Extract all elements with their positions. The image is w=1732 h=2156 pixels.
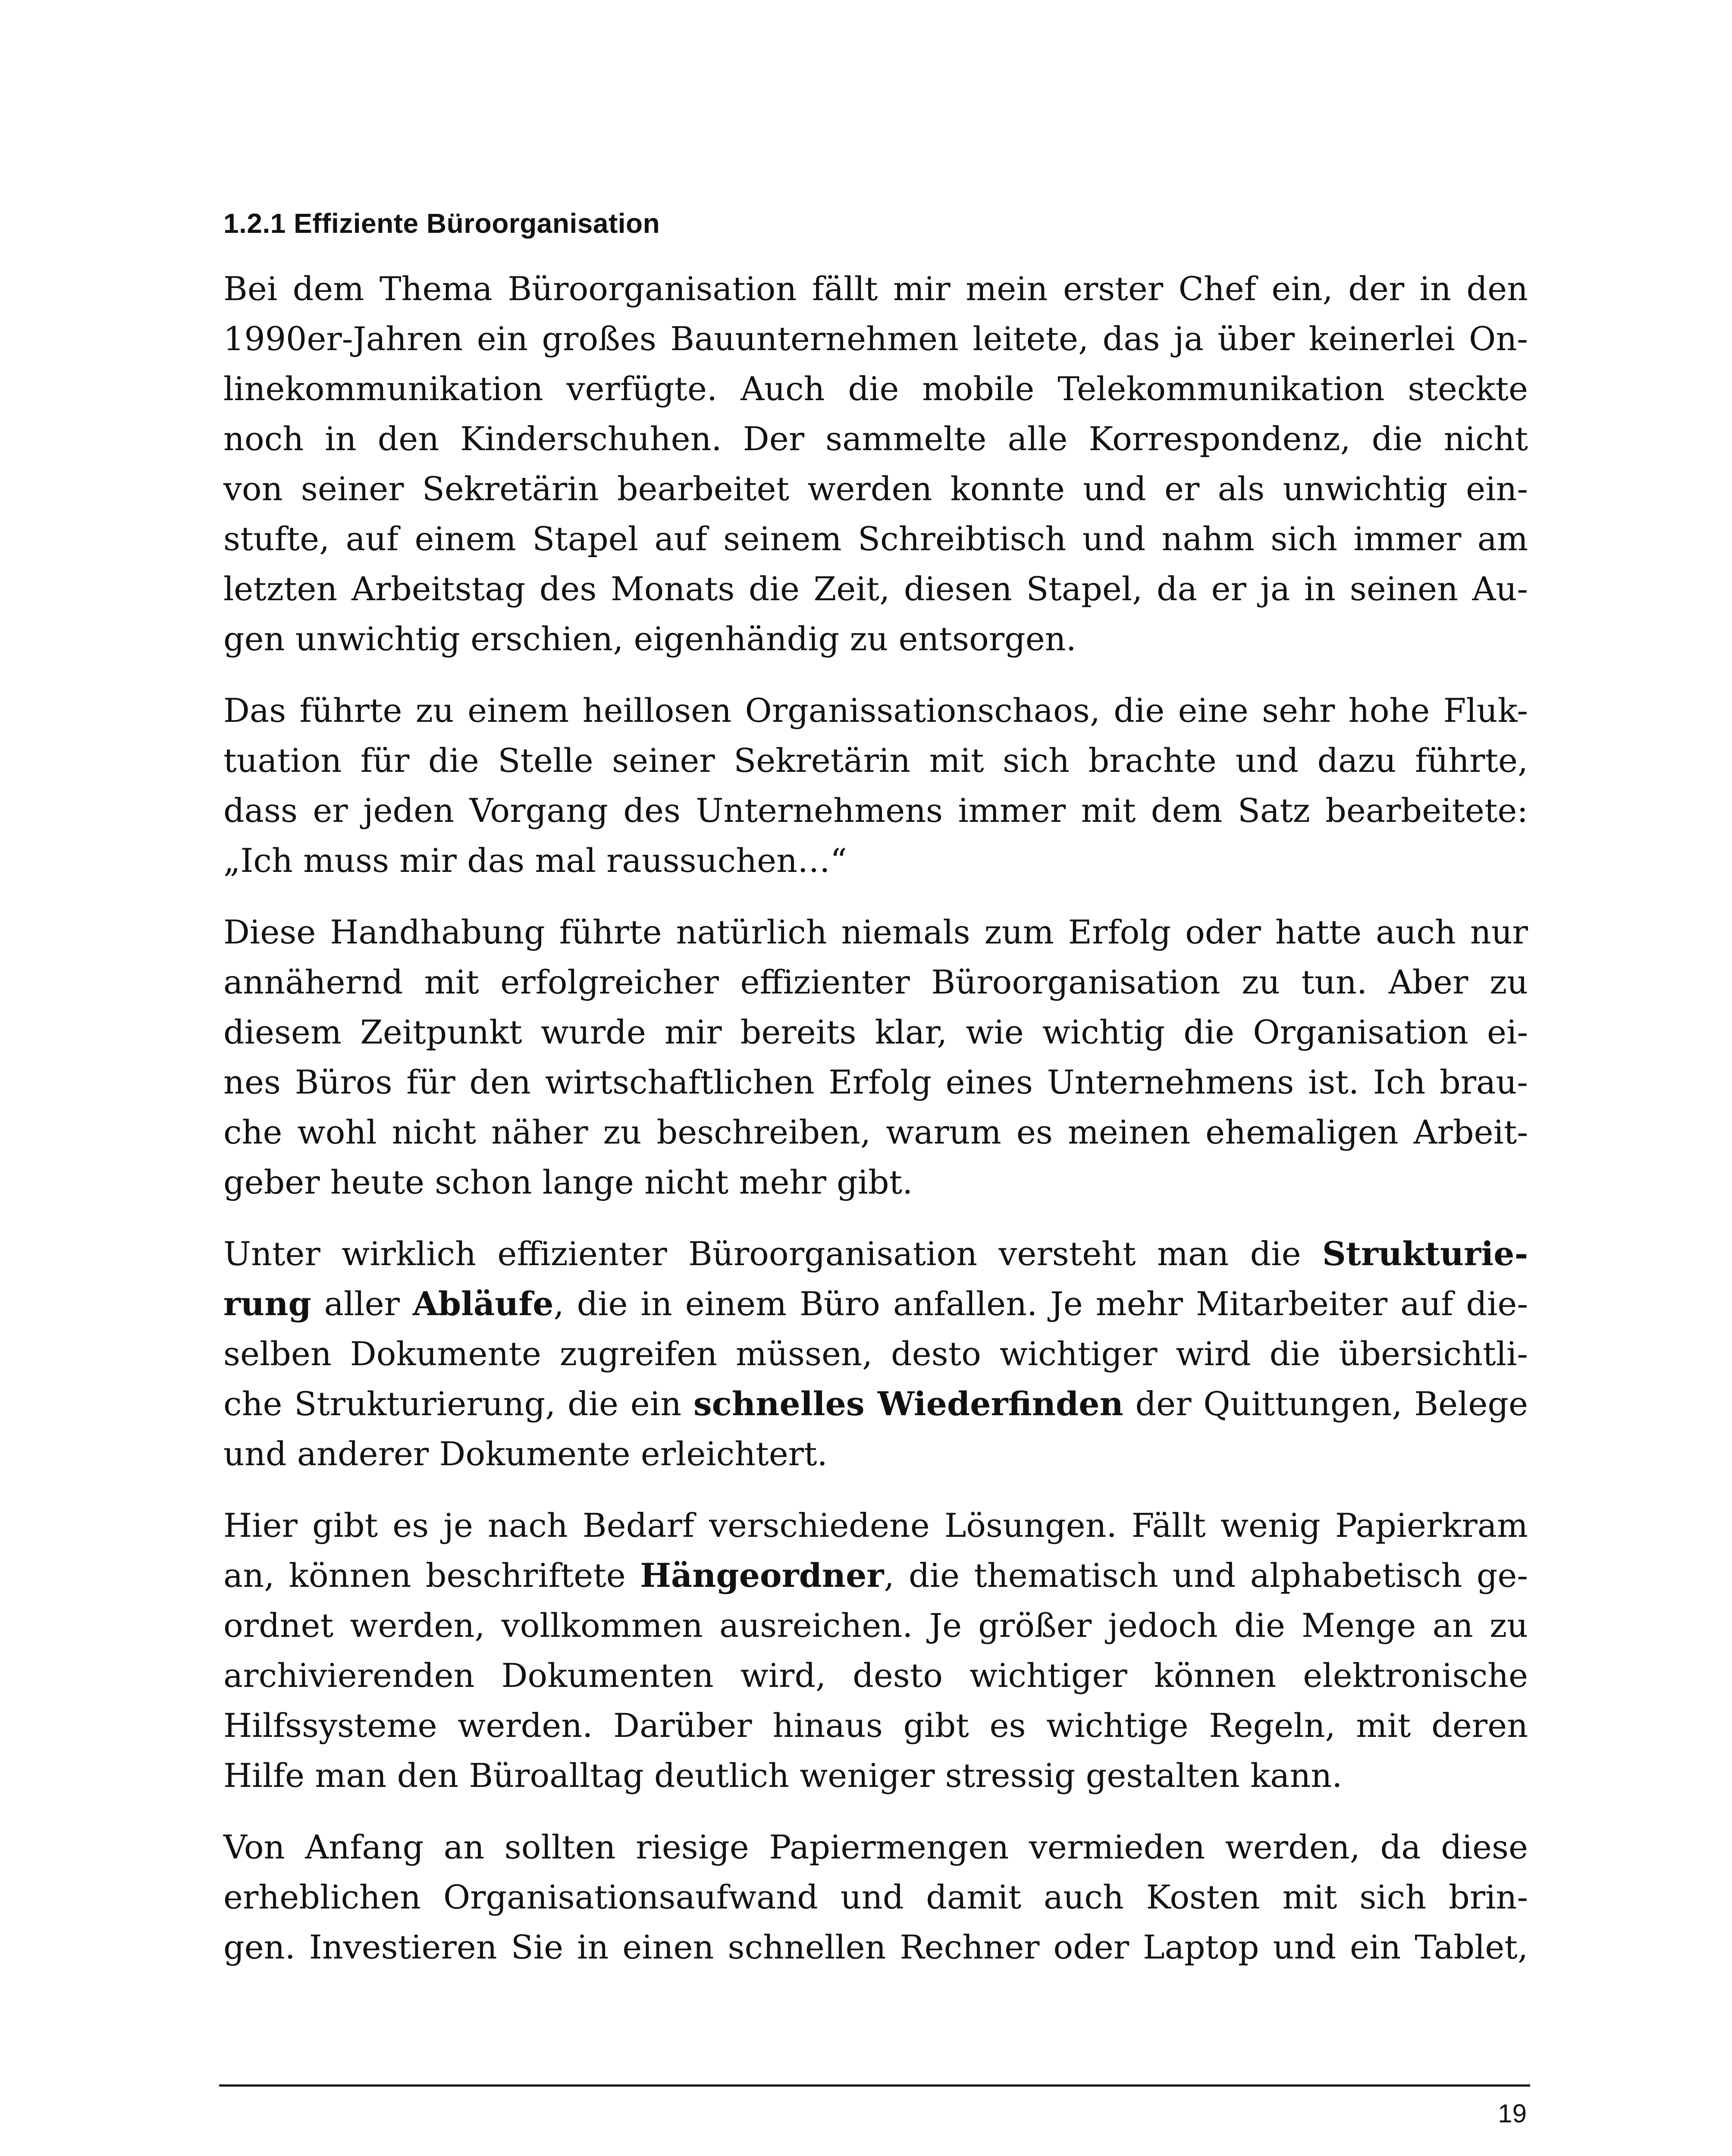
text-line: dass er jeden Vorgang des Unternehmens immer mit dem Satz bearbeitete:: [223, 791, 1528, 830]
bold-term: Abläufe: [412, 1285, 554, 1323]
text-line: [223, 1379, 1528, 1429]
text-line: Diese Handhabung führte natürlich niemals zum Erfolg oder hatte auch nur: [223, 913, 1528, 951]
section-heading: 1.2.1 Effiziente Büroorganisation: [223, 208, 660, 239]
text-run: aller: [311, 1285, 413, 1323]
text-run: der Quittungen, Belege: [1123, 1385, 1528, 1423]
text-line: ordnet werden, vollkommen ausreichen. Je größer jedoch die Menge an zu: [223, 1606, 1528, 1645]
text-line: gen. Investieren Sie in einen schnellen Rechner oder Laptop und ein Tablet,: [223, 1928, 1528, 1966]
text-line: Hilfssysteme werden. Darüber hinaus gibt es wichtige Regeln, mit deren: [223, 1706, 1528, 1745]
text-line: Von Anfang an sollten riesige Papiermengen vermieden werden, da diese: [223, 1828, 1528, 1866]
text-line: geber heute schon lange nicht mehr gibt.: [223, 1163, 913, 1201]
text-run: an, können beschriftete: [223, 1556, 640, 1595]
text-line: erheblichen Organisationsaufwand und damit auch Kosten mit sich brin-: [223, 1878, 1528, 1916]
text-line: noch in den Kinderschuhen. Der sammelte alle Korrespondenz, die nicht: [223, 420, 1528, 458]
footer-divider: [219, 2084, 1530, 2087]
page-number: 19: [1498, 2099, 1527, 2128]
paragraph-6: [223, 1822, 1528, 1972]
paragraph-5: [223, 1501, 1528, 1801]
paragraph-3: [223, 907, 1528, 1207]
paragraph-1: [223, 264, 1528, 664]
text-line: Bei dem Thema Büroorganisation fällt mir mein erster Chef ein, der in den: [223, 270, 1528, 308]
text-line: Das führte zu einem heillosen Organissationschaos, die eine sehr hohe Fluk-: [223, 691, 1528, 730]
text-line: nes Büros für den wirtschaftlichen Erfolg eines Unternehmens ist. Ich brau-: [223, 1063, 1528, 1101]
text-line: gen unwichtig erschien, eigenhändig zu entsorgen.: [223, 620, 1076, 658]
bold-term: Strukturie-: [1322, 1235, 1528, 1273]
text-line: linekommunikation verfügte. Auch die mobile Telekommunikation steckte: [223, 370, 1528, 408]
text-line: che wohl nicht näher zu beschreiben, warum es meinen ehemaligen Arbeit-: [223, 1113, 1528, 1151]
text-line: „Ich muss mir das mal raussuchen…“: [223, 841, 847, 880]
text-line: Hilfe man den Büroalltag deutlich weniger stressig gestalten kann.: [223, 1756, 1343, 1795]
text-run: , die thematisch und alphabetisch ge-: [884, 1556, 1528, 1595]
text-line: von seiner Sekretärin bearbeitet werden konnte und er als unwichtig ein-: [223, 470, 1528, 508]
bold-term: Hängeordner: [640, 1556, 884, 1595]
text-run: che Strukturierung, die ein: [223, 1385, 693, 1423]
text-line: [223, 1551, 1528, 1601]
text-line: [223, 1229, 1528, 1279]
text-line: und anderer Dokumente erleichtert.: [223, 1435, 828, 1473]
paragraph-4: [223, 1229, 1528, 1479]
text-line: stufte, auf einem Stapel auf seinem Schreibtisch und nahm sich immer am: [223, 520, 1528, 558]
text-line: annähernd mit erfolgreicher effizienter Büroorganisation zu tun. Aber zu: [223, 963, 1528, 1001]
paragraph-2: [223, 686, 1528, 886]
text-line: tuation für die Stelle seiner Sekretärin mit sich brachte und dazu führte,: [223, 741, 1528, 780]
body-text: [223, 264, 1528, 1994]
bold-term: schnelles Wiederfinden: [693, 1385, 1123, 1423]
bold-term: rung: [223, 1285, 311, 1323]
text-line: selben Dokumente zugreifen müssen, desto wichtiger wird die übersichtli-: [223, 1335, 1528, 1373]
text-line: letzten Arbeitstag des Monats die Zeit, diesen Stapel, da er ja in seinen Au-: [223, 570, 1528, 608]
text-line: [223, 1279, 1528, 1329]
text-line: archivierenden Dokumenten wird, desto wichtiger können elektronische: [223, 1656, 1528, 1695]
text-line: 1990er-Jahren ein großes Bauunternehmen leitete, das ja über keinerlei On-: [223, 320, 1528, 358]
text-run: , die in einem Büro anfallen. Je mehr Mitarbeiter auf die-: [553, 1285, 1528, 1323]
text-line: Hier gibt es je nach Bedarf verschiedene Lösungen. Fällt wenig Papierkram: [223, 1506, 1528, 1545]
text-run: Unter wirklich effizienter Büroorganisation versteht man die: [223, 1235, 1322, 1273]
text-line: diesem Zeitpunkt wurde mir bereits klar, wie wichtig die Organisation ei-: [223, 1013, 1528, 1051]
